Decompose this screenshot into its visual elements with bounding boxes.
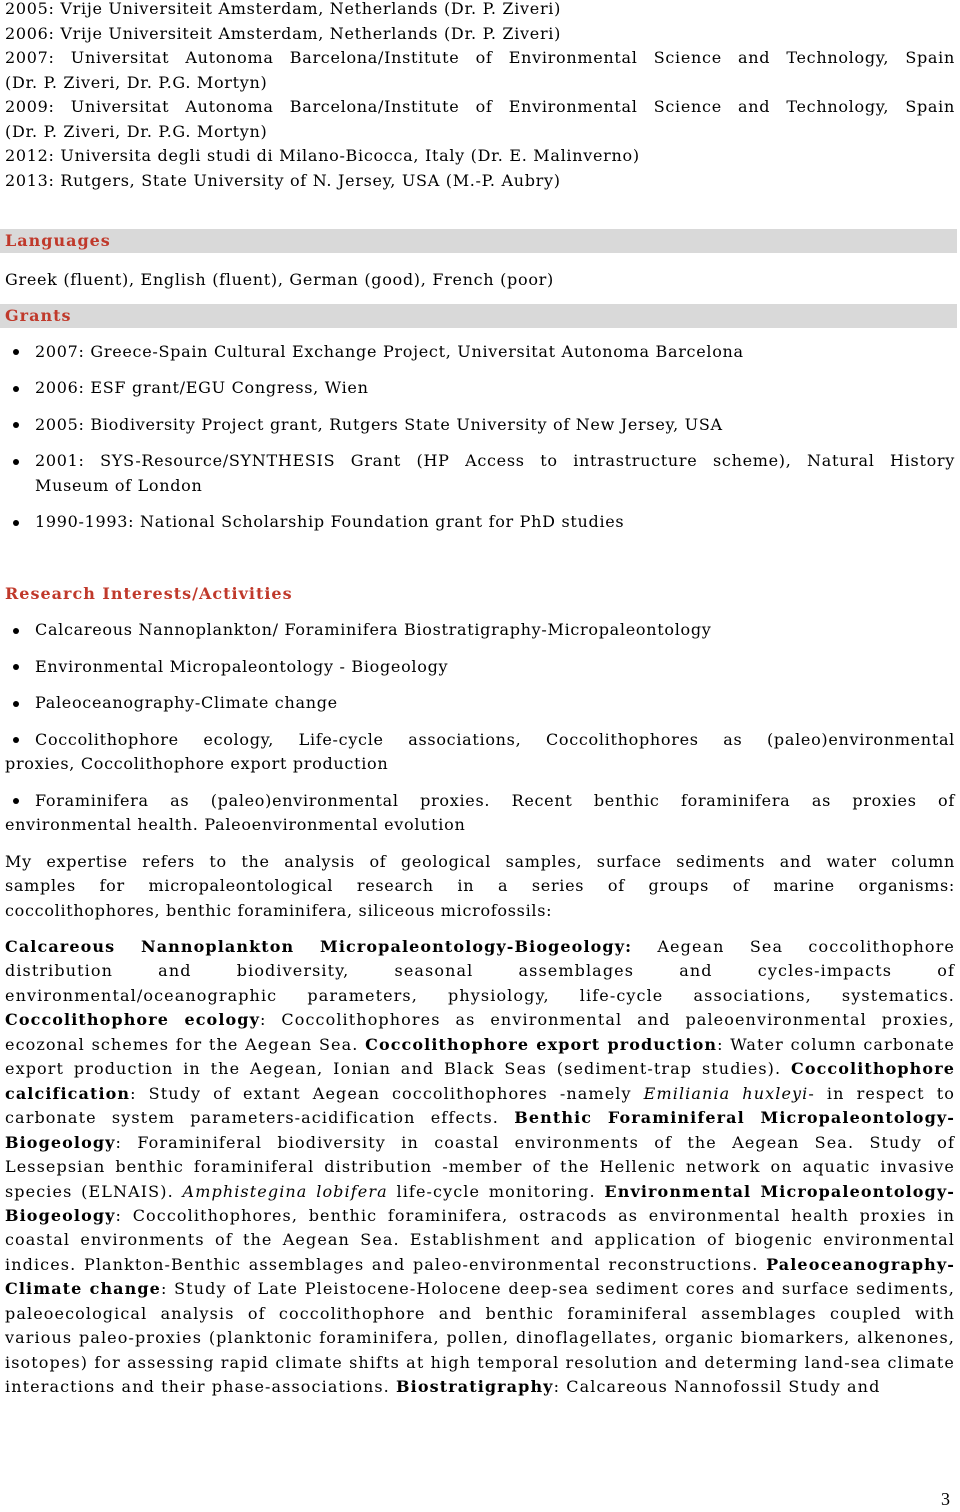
visit-entry-line: 2005: Vrije Universiteit Amsterdam, Netherlands (Dr. P. Ziveri) <box>5 0 562 18</box>
research-interests-heading: Research Interests/Activities <box>5 583 293 603</box>
detail-topic-label: Coccolithophore calcification <box>5 1059 955 1103</box>
detail-topic-label: Coccolithophore ecology <box>5 1010 260 1030</box>
research-details-paragraph <box>5 935 955 1400</box>
research-interest-text: Calcareous Nannoplankton/ Foraminifera Biostratigraphy-Micropaleontology <box>35 620 712 639</box>
detail-species-name: Amphistegina lobifera <box>182 1181 388 1201</box>
research-interest-item <box>5 655 955 680</box>
research-interests-list <box>5 618 955 838</box>
detail-topic-label: Biostratigraphy <box>396 1377 554 1397</box>
detail-topic-label: Coccolithophore export production <box>365 1034 718 1054</box>
detail-text: : Foraminiferal biodiversity in coastal environments of the Aegean Sea. Study of Lessepsian benthic foraminiferal distribution -member of the Hellenic network on aquatic invasive species (ELNAIS). <box>5 1132 955 1201</box>
research-interest-text-continued: environmental health. Paleoenvironmental evolution <box>5 815 466 834</box>
expertise-line: coccolithophores, benthic foraminifera, siliceous microfossils: <box>5 900 553 920</box>
visit-entry-line: 2009: Universitat Autonoma Barcelona/Institute of Environmental Science and Technology, Spain <box>5 97 955 116</box>
detail-text: : Coccolithophores, benthic foraminifera, ostracods as environmental health proxies in coastal environments of the Aegean Sea. Establishment and application of biogenic environmental indices. Plankton-Benthic assemblages and paleo-environmental reconstructions. <box>5 1205 955 1274</box>
research-interest-item <box>5 789 955 838</box>
detail-species-name: Emiliania huxleyi <box>643 1083 809 1103</box>
detail-text: : Study of extant Aegean coccolithophores -namely <box>130 1083 644 1103</box>
research-visits-list <box>5 0 955 193</box>
grant-item <box>5 376 955 401</box>
page-number: 3 <box>941 1489 950 1509</box>
grant-item <box>5 413 955 438</box>
bullet-icon <box>13 459 19 465</box>
bullet-icon <box>13 422 19 428</box>
grant-item-text: 2001: SYS-Resource/SYNTHESIS Grant (HP Access to intrastructure scheme), Natural History <box>35 451 955 470</box>
expertise-line: My expertise refers to the analysis of geological samples, surface sediments and water column <box>5 851 955 871</box>
cv-page <box>5 0 955 1400</box>
visit-entry-line: 2007: Universitat Autonoma Barcelona/Institute of Environmental Science and Technology, Spain <box>5 48 955 67</box>
research-interest-text: Foraminifera as (paleo)environmental proxies. Recent benthic foraminifera as proxies of <box>35 790 955 810</box>
detail-text: : Study of Late Pleistocene-Holocene deep-sea sediment cores and surface sediments, paleoecological analysis of coccolithophore and benthic foraminiferal assemblages coupled with various paleo-proxies (planktonic foraminifera, pollen, dinoflagellates, organic biomarkers, alkenones, isotopes) for assessing rapid climate shifts at high temporal resolution and determing land-sea climate interactions and their phase-associations. <box>5 1279 955 1397</box>
visit-entry <box>5 144 955 169</box>
detail-topic-label: Environmental Micropaleontology-Biogeology <box>5 1181 955 1225</box>
grant-item <box>5 449 955 498</box>
research-interest-item <box>5 618 955 643</box>
research-interest-text-continued: proxies, Coccolithophore export production <box>5 754 389 773</box>
research-interest-item <box>5 691 955 716</box>
visit-entry-line-continued: (Dr. P. Ziveri, Dr. P.G. Mortyn) <box>5 121 268 141</box>
detail-text: : Water column carbonate export production in the Aegean, Ionian and Black Seas (sediment-trap studies). <box>5 1034 956 1079</box>
detail-topic-label: Calcareous Nannoplankton Micropaleontology-Biogeology: <box>5 937 633 956</box>
grant-item-text: 2005: Biodiversity Project grant, Rutgers State University of New Jersey, USA <box>35 414 723 434</box>
research-interest-item <box>5 728 955 777</box>
detail-text: : Calcareous Nannofossil Study and <box>553 1377 881 1397</box>
detail-text: life-cycle monitoring. <box>387 1181 605 1201</box>
visit-entry-line: 2013: Rutgers, State University of N. Jersey, USA (M.-P. Aubry) <box>5 170 561 190</box>
bullet-icon <box>13 349 19 355</box>
bullet-icon <box>13 664 19 670</box>
grant-item-text: 1990-1993: National Scholarship Foundation grant for PhD studies <box>35 512 625 531</box>
grant-item-text: 2006: ESF grant/EGU Congress, Wien <box>35 378 369 397</box>
visit-entry <box>5 22 955 47</box>
visit-entry-line: 2006: Vrije Universiteit Amsterdam, Netherlands (Dr. P. Ziveri) <box>5 23 562 43</box>
research-interest-text: Paleoceanography-Climate change <box>35 693 338 712</box>
research-interest-text: Coccolithophore ecology, Life-cycle associations, Coccolithophores as (paleo)environmental <box>35 729 955 749</box>
expertise-line: samples for micropaleontological research in a series of groups of marine organisms: <box>5 876 955 895</box>
grants-heading: Grants <box>0 304 957 328</box>
visit-entry <box>5 0 955 22</box>
grant-item-text-continued: Museum of London <box>35 475 203 495</box>
grants-list <box>5 340 955 535</box>
visit-entry-line: 2012: Universita degli studi di Milano-Bicocca, Italy (Dr. E. Malinverno) <box>5 146 640 165</box>
bullet-icon <box>13 701 19 707</box>
visit-entry <box>5 95 955 144</box>
languages-text: Greek (fluent), English (fluent), German (good), French (poor) <box>5 270 554 289</box>
detail-topic-label: Benthic Foraminiferal Micropaleontology-Biogeology <box>5 1108 955 1152</box>
languages-heading: Languages <box>0 229 957 253</box>
visit-entry <box>5 169 955 194</box>
expertise-paragraph <box>5 850 955 924</box>
grant-item-text: 2007: Greece-Spain Cultural Exchange Project, Universitat Autonoma Barcelona <box>35 341 744 361</box>
detail-topic-label: Paleoceanography-Climate change <box>5 1254 955 1299</box>
research-interest-text: Environmental Micropaleontology - Biogeology <box>35 656 449 676</box>
grant-item <box>5 340 955 365</box>
detail-text: Aegean Sea coccolithophore distribution and biodiversity, seasonal assemblages and cycles-impacts of environmental/oceanographic parameters, physiology, life-cycle associations, systematics. <box>5 937 955 1005</box>
detail-text: : Coccolithophores as environmental and paleoenvironmental proxies, ecozonal schemes for the Aegean Sea. <box>5 1010 955 1054</box>
grant-item <box>5 510 955 535</box>
bullet-icon <box>13 628 19 634</box>
bullet-icon <box>13 520 19 526</box>
visit-entry-line-continued: (Dr. P. Ziveri, Dr. P.G. Mortyn) <box>5 72 268 92</box>
bullet-icon <box>13 798 19 804</box>
visit-entry <box>5 46 955 95</box>
bullet-icon <box>13 737 19 743</box>
bullet-icon <box>13 386 19 392</box>
detail-text: - in respect to carbonate system parameters-acidification effects. <box>5 1083 955 1128</box>
